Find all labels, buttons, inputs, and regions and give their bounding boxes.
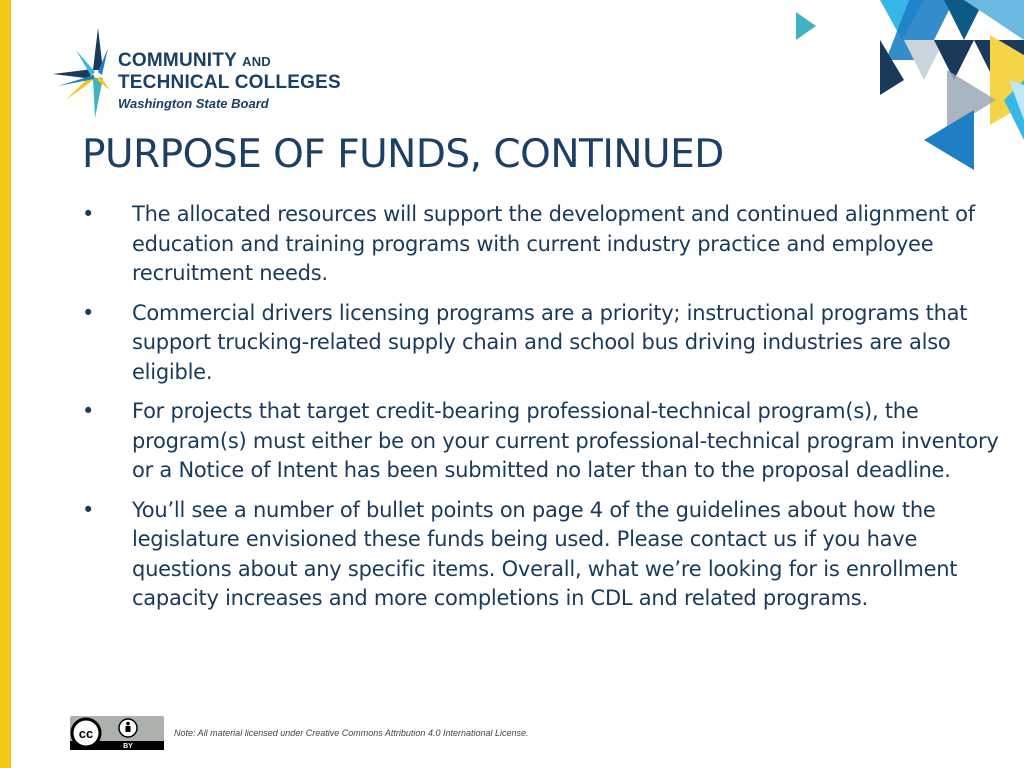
bullet-text: Commercial drivers licensing programs are a priority; instructional programs that support trucking-related supply chain and school bus driving industries are also eligible. bbox=[132, 300, 968, 384]
bullet-item bbox=[82, 397, 1002, 486]
logo-and: AND bbox=[242, 54, 271, 69]
bullet-text: You’ll see a number of bullet points on page 4 of the guidelines about how the legislature envisioned these funds being used. Please contact us if you have questions about any specific items. Overall, what we’re looking for is enrollment capacity increases and more completions in CDL and related programs. bbox=[132, 497, 958, 610]
bullet-item bbox=[82, 200, 1002, 289]
college-board-logo bbox=[48, 28, 348, 118]
slide-title: PURPOSE OF FUNDS, CONTINUED bbox=[82, 132, 724, 177]
bullet-dot: • bbox=[82, 497, 95, 522]
bullet-text: The allocated resources will support the development and continued alignment of education and training programs with current industry practice and employee recruitment needs. bbox=[132, 202, 975, 285]
left-accent-bar bbox=[0, 0, 11, 768]
logo-technical-colleges: TECHNICAL COLLEGES bbox=[118, 72, 341, 93]
compass-star-logo-icon bbox=[48, 28, 118, 118]
logo-community: COMMUNITY bbox=[118, 50, 237, 71]
logo-subtitle: Washington State Board bbox=[118, 96, 269, 111]
bullet-item bbox=[82, 299, 1002, 388]
creative-commons-by-badge bbox=[70, 716, 164, 750]
bullet-item bbox=[82, 496, 1002, 614]
bullet-list bbox=[82, 200, 1002, 624]
bullet-dot: • bbox=[82, 202, 95, 226]
by-label: BY bbox=[123, 743, 133, 750]
license-note: Note: All material licensed under Creative Commons Attribution 4.0 International License. bbox=[174, 728, 529, 738]
bullet-dot: • bbox=[82, 399, 95, 423]
cc-label: cc bbox=[78, 726, 94, 741]
bullet-dot: • bbox=[82, 300, 95, 325]
bullet-text: For projects that target credit-bearing professional-technical program(s), the program(s) must either be on your current professional-technical program inventory or a Notice of Intent has been submitted no later than to the proposal deadline. bbox=[132, 399, 999, 482]
